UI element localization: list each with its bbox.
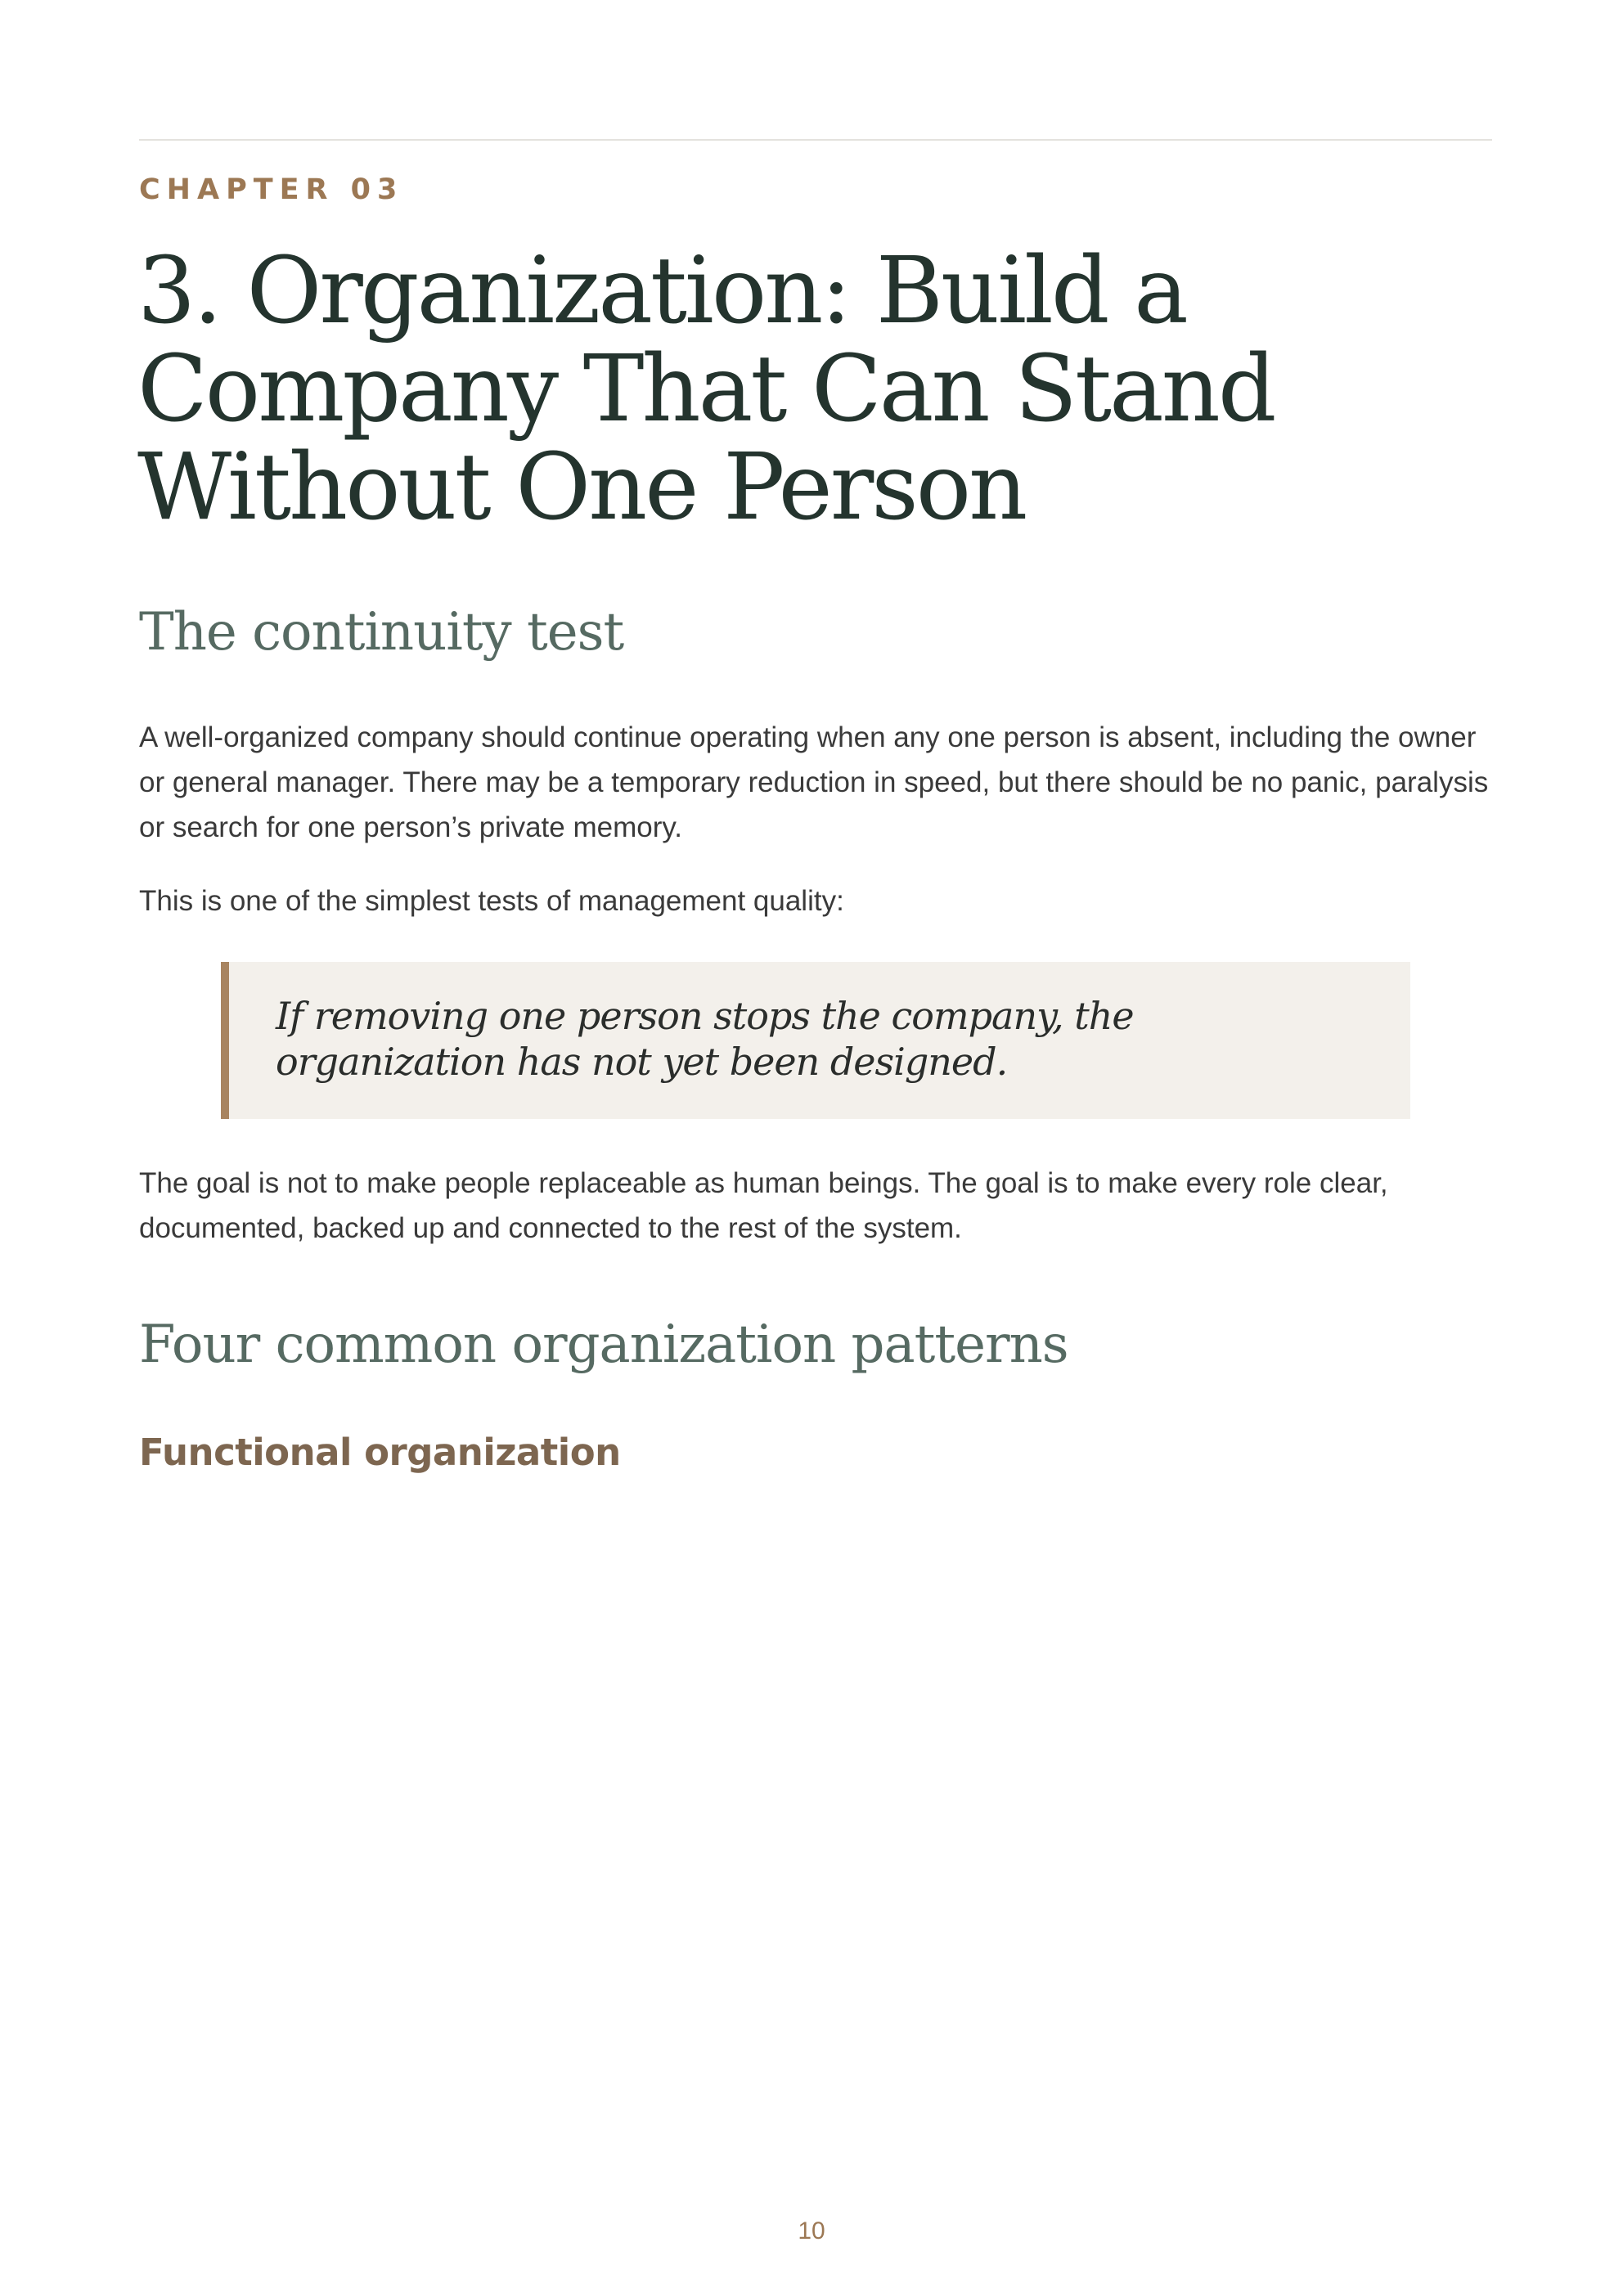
chapter-title: 3. Organization: Build a Company That Can Stand Without One Person	[137, 238, 1275, 541]
chapter-label: CHAPTER 03	[139, 173, 404, 206]
pull-quote	[221, 962, 1410, 1119]
top-divider	[139, 139, 1492, 141]
body-paragraph: This is one of the simplest tests of management quality:	[139, 885, 844, 917]
section-heading-continuity: The continuity test	[139, 602, 624, 663]
subsection-heading: Functional organization	[139, 1431, 621, 1474]
body-paragraph: A well-organized company should continue operating when any one person is absent, including the owner or general manager. There may be a temporary reduction in speed, but there should be no panic, paralysis or search for one person’s private memory.	[139, 721, 1489, 843]
page-number: 10	[798, 2217, 825, 2244]
section-heading-patterns: Four common organization patterns	[139, 1314, 1068, 1375]
body-paragraph: The goal is not to make people replaceable as human beings. The goal is to make every role clear, documented, backed up and connected to the rest of the system.	[139, 1167, 1388, 1244]
pull-quote-text: If removing one person stops the company, the organization has not yet been designed.	[276, 994, 1134, 1084]
